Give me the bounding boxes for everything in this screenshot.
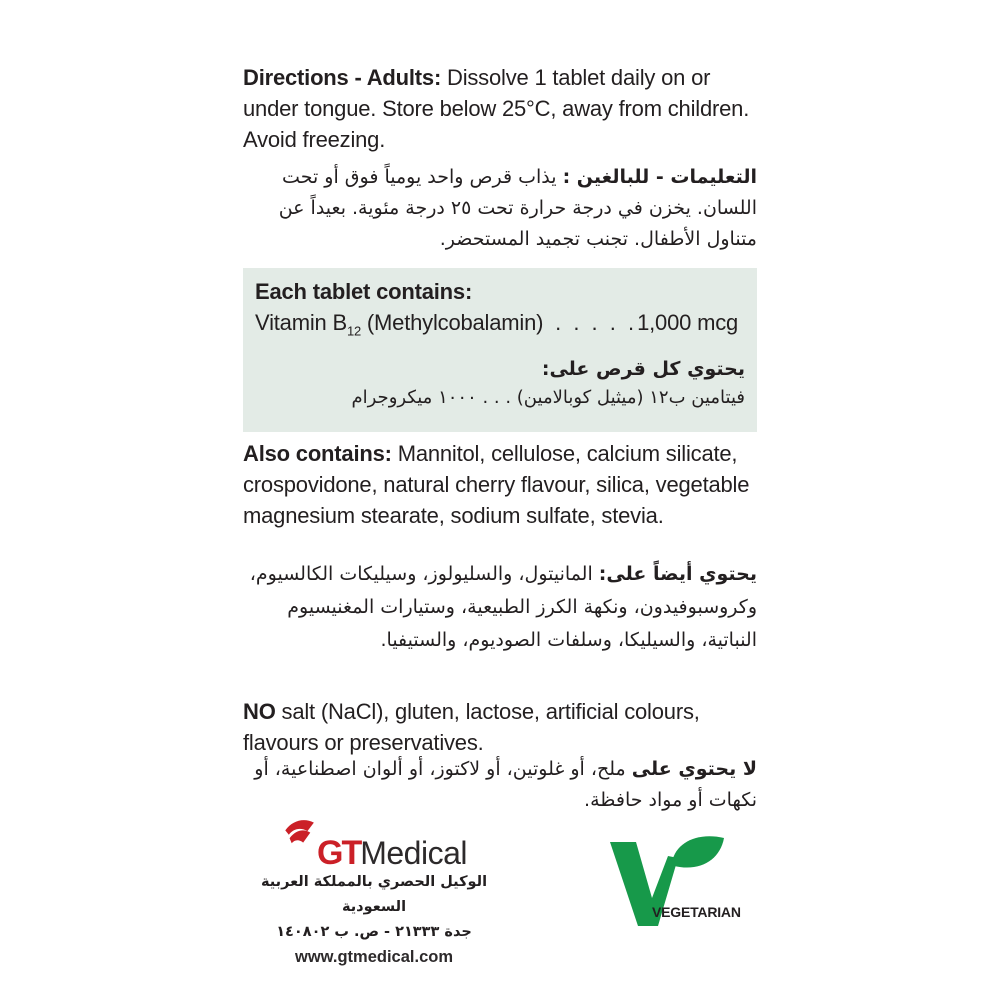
also-contains-arabic-text: المانيتول، والسليولوز، وسيليكات الكالسيوم، وكروسبوفيدون، ونكهة الكرز الطبيعية، وستيارات المغنيسيوم النباتية، والسيليكا، وسلفات الصوديوم، والستيفيا. bbox=[249, 563, 757, 651]
also-contains-english bbox=[243, 438, 757, 531]
directions-arabic-lead: التعليمات - للبالغين : bbox=[562, 166, 757, 188]
brand-gt-text: GT bbox=[317, 834, 361, 872]
directions-english-lead: Directions - Adults: bbox=[243, 65, 442, 90]
also-contains-english-text: Mannitol, cellulose, calcium silicate, crospovidone, natural cherry flavour, silica, vegetable magnesium stearate, sodium sulfate, stevia. bbox=[243, 441, 750, 528]
free-from-arabic-lead: لا يحتوي على bbox=[631, 758, 757, 780]
composition-heading-arabic: يحتوي كل قرص على: bbox=[541, 358, 745, 381]
composition-row-english bbox=[255, 307, 745, 347]
ingredient-name: Vitamin B bbox=[255, 310, 347, 335]
distributor-website: www.gtmedical.com bbox=[294, 948, 453, 966]
gt-flag-icon bbox=[281, 817, 321, 856]
directions-arabic bbox=[243, 162, 757, 255]
gt-medical-logo bbox=[236, 822, 512, 870]
free-from-arabic bbox=[243, 754, 757, 816]
composition-row-arabic: فيتامين ب١٢ (ميثيل كوبالامين) . . . ١٠٠٠ ميكروجرام bbox=[351, 387, 745, 409]
leader-dots: . . . . . bbox=[555, 310, 638, 335]
distributor-agent-arabic: الوكيل الحصري بالمملكة العربية السعودية bbox=[260, 874, 488, 915]
vegetarian-label: VEGETARIAN bbox=[652, 904, 741, 920]
free-from-english-text: salt (NaCl), gluten, lactose, artificial colours, flavours or preservatives. bbox=[243, 699, 700, 755]
composition-heading-english: Each tablet contains: bbox=[255, 279, 473, 304]
distributor-block bbox=[236, 822, 512, 970]
directions-english bbox=[243, 62, 757, 155]
free-from-english bbox=[243, 696, 757, 758]
ingredient-amount: 1,000 mcg bbox=[637, 310, 739, 335]
also-contains-english-lead: Also contains: bbox=[243, 441, 392, 466]
directions-arabic-text: يذاب قرص واحد يومياً فوق أو تحت اللسان. يخزن في درجة حرارة تحت ٢٥ درجة مئوية. بعيداً عن متناول الأطفال. تجنب تجميد المستحضر. bbox=[278, 166, 757, 250]
composition-box bbox=[243, 268, 757, 432]
directions-english-text: Dissolve 1 tablet daily on or under tongue. Store below 25°C, away from children. Avoid freezing. bbox=[243, 65, 750, 152]
brand-medical-text: Medical bbox=[360, 835, 467, 871]
ingredient-subscript: 12 bbox=[346, 323, 362, 339]
distributor-address-arabic: جدة ٢١٣٣٣ - ص. ب ١٤٠٨٠٢ bbox=[276, 924, 472, 940]
free-from-english-lead: NO bbox=[243, 699, 276, 724]
free-from-arabic-text: ملح، أو غلوتين، أو لاكتوز، أو ألوان اصطناعية، أو نكهات أو مواد حافظة. bbox=[254, 758, 757, 811]
also-contains-arabic-lead: يحتوي أيضاً على: bbox=[598, 563, 757, 585]
ingredient-name-rest: (Methylcobalamin) bbox=[361, 310, 544, 335]
vegetarian-mark bbox=[606, 834, 766, 934]
also-contains-arabic bbox=[243, 558, 757, 657]
